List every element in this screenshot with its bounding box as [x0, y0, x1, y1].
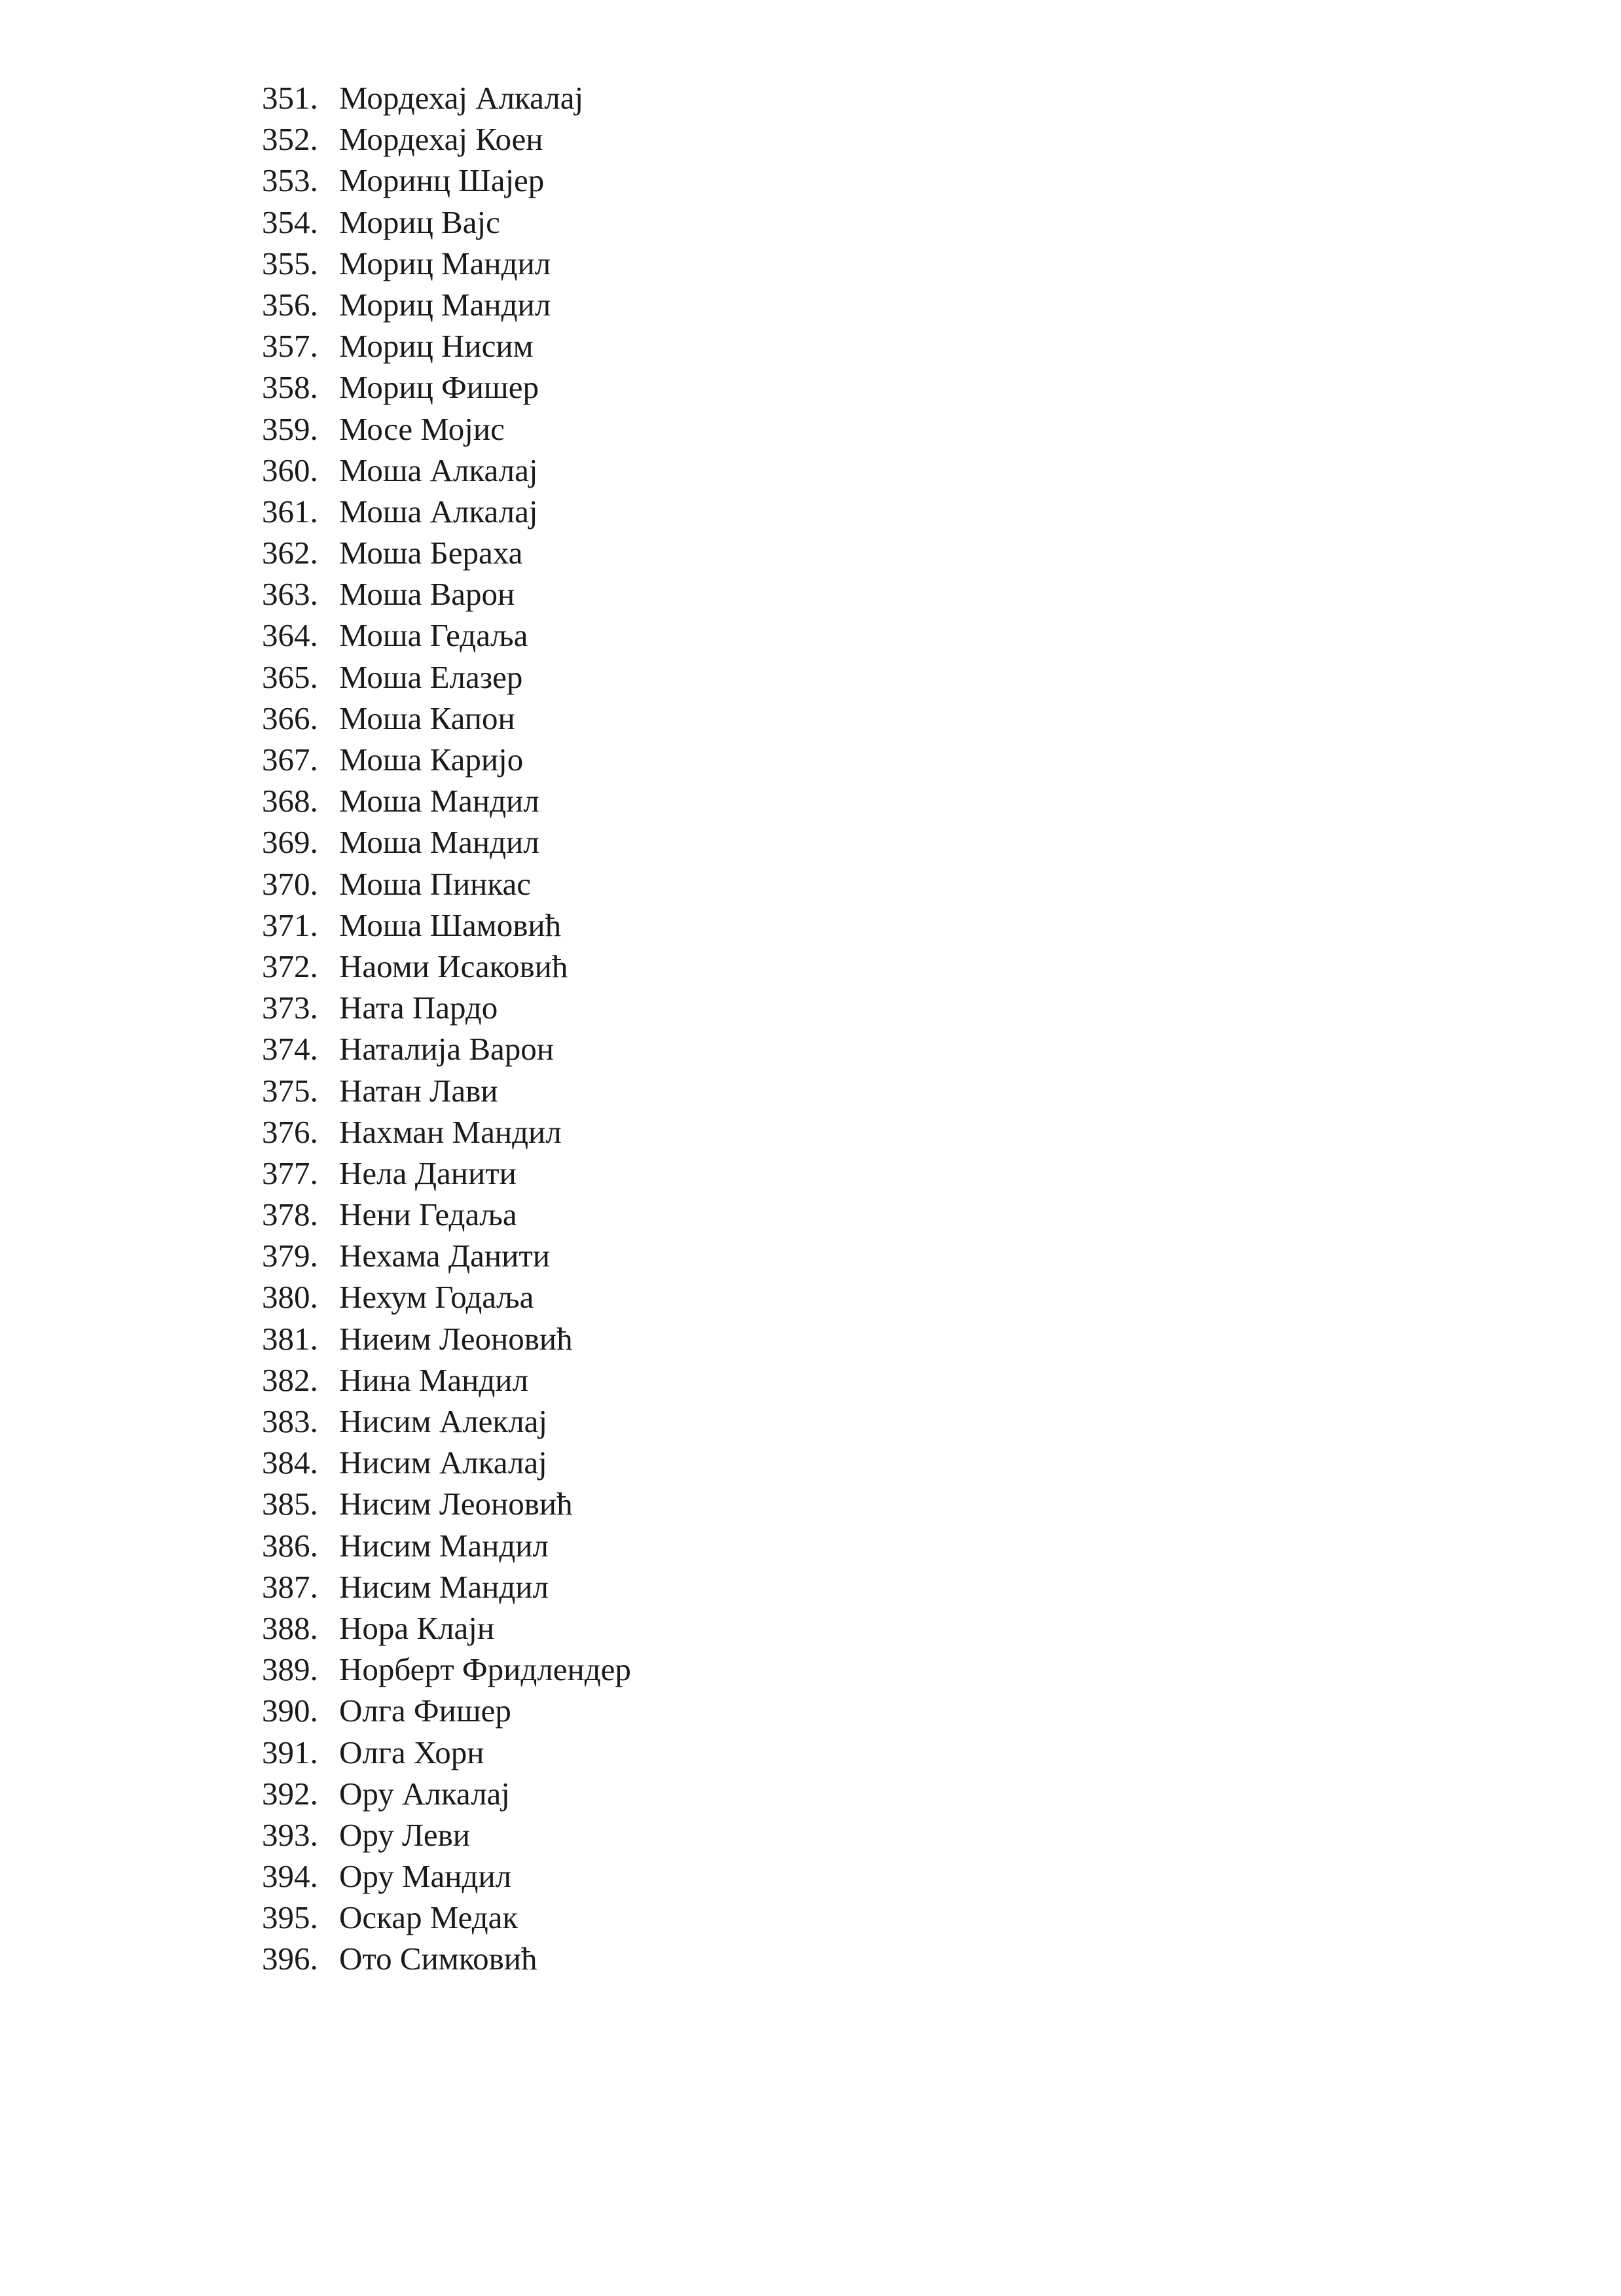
list-item-name: Нела Данити: [339, 1155, 517, 1191]
list-item-number: 382.: [262, 1361, 318, 1398]
list-item-name: Ниеим Леоновић: [339, 1320, 573, 1357]
list-item-number: 396.: [262, 1941, 318, 1977]
list-item-number: 370.: [262, 865, 318, 902]
list-item-name: Мориц Нисим: [339, 328, 534, 365]
list-item: [262, 905, 631, 946]
list-item-number: 389.: [262, 1651, 318, 1688]
list-item-name: Моша Мандил: [339, 783, 539, 819]
list-item-number: 385.: [262, 1486, 318, 1522]
list-item: [262, 1856, 631, 1897]
list-item: [262, 367, 631, 408]
list-item: [262, 1111, 631, 1153]
list-item-name: Нехама Данити: [339, 1238, 551, 1274]
list-item: [262, 118, 631, 160]
list-item: [262, 1401, 631, 1442]
list-item-name: Олга Хорн: [339, 1734, 484, 1770]
list-item: [262, 160, 631, 201]
list-item: [262, 450, 631, 491]
list-item-number: 375.: [262, 1072, 318, 1109]
list-item: [262, 1938, 631, 1979]
list-item: [262, 739, 631, 780]
list-item: [262, 656, 631, 698]
list-item-number: 356.: [262, 286, 318, 323]
list-item-number: 365.: [262, 658, 318, 695]
list-item: [262, 1814, 631, 1856]
list-item-name: Моша Каријо: [339, 742, 524, 778]
list-item-name: Мориц Вајс: [339, 204, 500, 240]
list-item-name: Моша Шамовић: [339, 906, 562, 943]
list-item-name: Моша Алкалај: [339, 493, 538, 529]
list-item: [262, 1194, 631, 1235]
list-item-number: 395.: [262, 1899, 318, 1936]
list-item-name: Моша Алкалај: [339, 452, 538, 488]
list-item-number: 387.: [262, 1568, 318, 1605]
list-item-name: Нина Мандил: [339, 1361, 528, 1398]
list-item-name: Моша Варон: [339, 576, 515, 613]
list-item-number: 368.: [262, 783, 318, 819]
list-item-name: Нисим Мандил: [339, 1527, 549, 1564]
list-item-number: 381.: [262, 1320, 318, 1357]
list-item: [262, 698, 631, 739]
list-item-number: 363.: [262, 576, 318, 613]
list-item-number: 364.: [262, 617, 318, 654]
list-item: [262, 946, 631, 987]
list-item-number: 351.: [262, 80, 318, 116]
list-item-name: Моша Мандил: [339, 824, 539, 861]
list-item-number: 360.: [262, 452, 318, 488]
list-item-name: Нахман Мандил: [339, 1113, 562, 1150]
list-item: [262, 1028, 631, 1069]
list-item-number: 384.: [262, 1444, 318, 1481]
list-item: [262, 1649, 631, 1690]
list-item-number: 367.: [262, 742, 318, 778]
list-item-name: Мордехај Алкалај: [339, 80, 584, 116]
list-item-name: Олга Фишер: [339, 1693, 511, 1729]
list-item-name: Моша Гедаља: [339, 617, 528, 654]
list-item: [262, 1773, 631, 1814]
list-item: [262, 1318, 631, 1359]
list-item-name: Нехум Годаља: [339, 1279, 534, 1316]
list-item: [262, 1483, 631, 1524]
list-item: [262, 243, 631, 284]
list-item-name: Ору Мандил: [339, 1858, 512, 1895]
list-item: [262, 1566, 631, 1607]
list-item: [262, 408, 631, 450]
list-item-name: Оскар Медак: [339, 1899, 519, 1936]
list-item-number: 378.: [262, 1196, 318, 1233]
list-item-name: Ната Пардо: [339, 990, 498, 1026]
list-item-number: 373.: [262, 990, 318, 1026]
list-item-name: Мориц Фишер: [339, 369, 539, 406]
list-item-name: Нени Гедаља: [339, 1196, 517, 1233]
list-item-number: 352.: [262, 121, 318, 158]
list-item-name: Моша Пинкас: [339, 865, 531, 902]
list-item: [262, 77, 631, 118]
list-item-name: Мориц Мандил: [339, 286, 551, 323]
list-item-number: 390.: [262, 1693, 318, 1729]
list-item-number: 393.: [262, 1816, 318, 1853]
list-item-name: Нисим Мандил: [339, 1568, 549, 1605]
list-item-number: 359.: [262, 410, 318, 447]
list-item-name: Норберт Фридлендер: [339, 1651, 631, 1688]
list-item-name: Моринц Шајер: [339, 162, 545, 199]
list-item-number: 383.: [262, 1403, 318, 1439]
list-item: [262, 863, 631, 905]
list-item: [262, 1607, 631, 1649]
list-item: [262, 1690, 631, 1731]
list-item-name: Ото Симковић: [339, 1941, 537, 1977]
list-item: [262, 1732, 631, 1773]
list-item-name: Нисим Алкалај: [339, 1444, 547, 1481]
list-item-number: 357.: [262, 328, 318, 365]
list-item: [262, 821, 631, 863]
list-item-name: Нора Клајн: [339, 1609, 495, 1646]
list-item: [262, 987, 631, 1028]
list-item-name: Моша Капон: [339, 700, 515, 736]
list-item: [262, 1153, 631, 1194]
list-item: [262, 780, 631, 821]
list-item-number: 377.: [262, 1155, 318, 1191]
list-item: [262, 1897, 631, 1938]
list-item-number: 355.: [262, 245, 318, 281]
list-item-number: 369.: [262, 824, 318, 861]
list-item-name: Ору Алкалај: [339, 1775, 510, 1812]
list-item-number: 391.: [262, 1734, 318, 1770]
list-item-name: Мориц Мандил: [339, 245, 551, 281]
list-item-number: 372.: [262, 948, 318, 984]
list-item-name: Мордехај Коен: [339, 121, 543, 158]
list-item: [262, 202, 631, 243]
list-item-name: Мосе Мојис: [339, 410, 505, 447]
list-item: [262, 1235, 631, 1276]
list-item: [262, 284, 631, 325]
list-item-number: 361.: [262, 493, 318, 529]
list-item: [262, 1276, 631, 1318]
list-item-number: 394.: [262, 1858, 318, 1895]
list-item-number: 388.: [262, 1609, 318, 1646]
list-item-number: 362.: [262, 535, 318, 571]
list-item-number: 392.: [262, 1775, 318, 1812]
list-item-name: Наталија Варон: [339, 1031, 554, 1067]
list-item: [262, 1525, 631, 1566]
list-item-number: 371.: [262, 906, 318, 943]
name-list: [262, 77, 631, 1980]
list-item: [262, 1070, 631, 1111]
list-item-number: 366.: [262, 700, 318, 736]
list-item-name: Ору Леви: [339, 1816, 470, 1853]
list-item-number: 358.: [262, 369, 318, 406]
list-item-number: 354.: [262, 204, 318, 240]
list-item-number: 374.: [262, 1031, 318, 1067]
list-item: [262, 615, 631, 656]
list-item-name: Наоми Исаковић: [339, 948, 568, 984]
list-item: [262, 1442, 631, 1483]
list-item: [262, 1359, 631, 1401]
list-item: [262, 491, 631, 532]
list-item: [262, 532, 631, 573]
list-item-number: 380.: [262, 1279, 318, 1316]
list-item-number: 353.: [262, 162, 318, 199]
list-item-name: Нисим Леоновић: [339, 1486, 573, 1522]
list-item-name: Натан Лави: [339, 1072, 498, 1109]
list-item: [262, 325, 631, 367]
list-item-number: 386.: [262, 1527, 318, 1564]
list-item-number: 379.: [262, 1238, 318, 1274]
list-item-name: Нисим Алеклај: [339, 1403, 548, 1439]
list-item-number: 376.: [262, 1113, 318, 1150]
list-item: [262, 573, 631, 615]
list-item-name: Моша Елазер: [339, 658, 523, 695]
list-item-name: Моша Бераха: [339, 535, 523, 571]
